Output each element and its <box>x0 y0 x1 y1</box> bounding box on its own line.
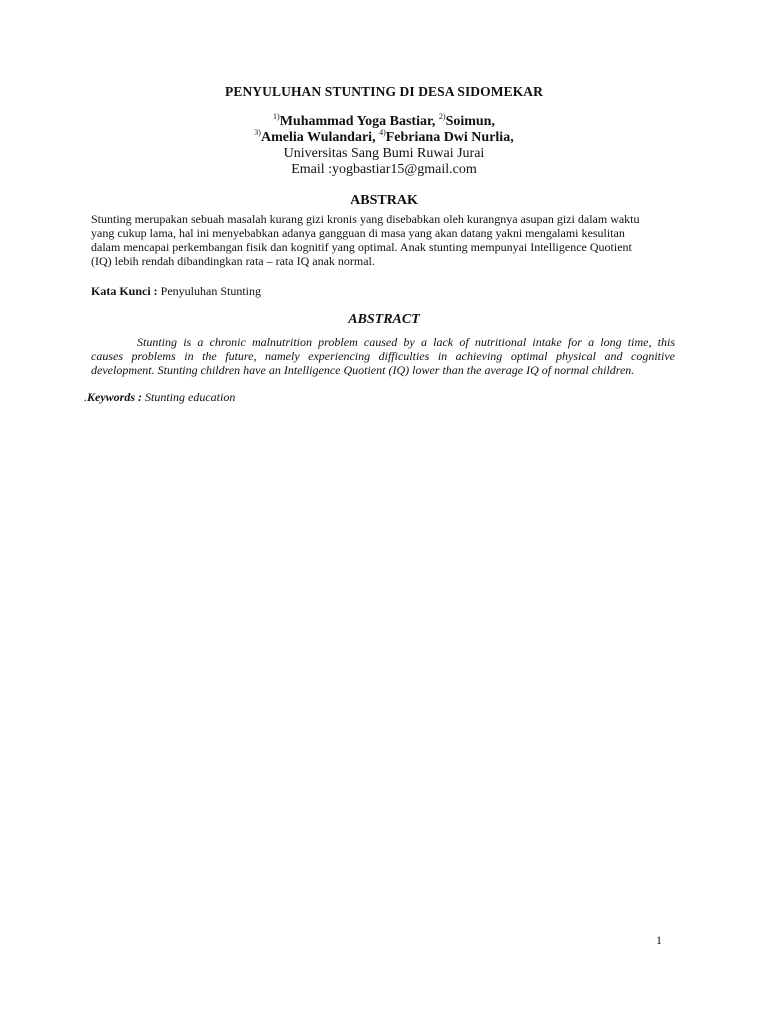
abstract-line: Stunting is a chronic malnutrition problem caused by a lack of nutritional intake for a long time, this <box>137 335 675 349</box>
abstrak-line: Stunting merupakan sebuah masalah kurang gizi kronis yang disebabkan oleh kurangnya asupan gizi dalam waktu <box>91 212 640 226</box>
author-line-2 <box>0 130 768 146</box>
author-name: Muhammad Yoga Bastiar, <box>279 114 436 129</box>
abstrak-line: yang cukup lama, hal ini menyebabkan adanya gangguan di masa yang akan datang yakni mengalami kesulitan <box>91 226 625 240</box>
page-number: 1 <box>656 933 662 947</box>
keywords <box>84 390 235 405</box>
author-name: Soimun, <box>445 114 495 129</box>
abstrak-text <box>91 212 681 268</box>
abstrak-line: dalam mencapai perkembangan fisik dan kognitif yang optimal. Anak stunting mempunyai Intelligence Quotient <box>91 240 632 254</box>
author-name: Amelia Wulandari, <box>260 130 376 145</box>
author-affiliation-mark: 2) <box>438 112 446 121</box>
keywords-prefix: . <box>84 390 87 404</box>
abstract-heading: ABSTRACT <box>348 312 420 327</box>
author-affiliation-mark: 1) <box>273 112 280 121</box>
abstract-line: causes problems in the future, namely experiencing difficulties in achieving optimal physical and cognitive <box>91 349 675 363</box>
affiliation: Universitas Sang Bumi Ruwai Jurai <box>283 146 485 161</box>
keywords-label: Keywords : <box>87 390 142 404</box>
keywords-value: Stunting education <box>142 390 236 404</box>
author-affiliation-mark: 4) <box>379 128 386 137</box>
paper-title: PENYULUHAN STUNTING DI DESA SIDOMEKAR <box>225 84 543 99</box>
kata-kunci-value: Penyuluhan Stunting <box>157 284 262 298</box>
kata-kunci-label: Kata Kunci : <box>91 284 158 298</box>
author-list <box>0 114 768 146</box>
abstrak-line: (IQ) lebih rendah dibandingkan rata – rata IQ anak normal. <box>91 254 375 268</box>
author-affiliation-mark: 3) <box>254 128 261 137</box>
email: Email :yogbastiar15@gmail.com <box>291 162 477 177</box>
abstract-line: development. Stunting children have an Intelligence Quotient (IQ) lower than the average IQ of normal children. <box>91 363 635 377</box>
affiliation-block <box>0 146 768 178</box>
kata-kunci <box>91 284 261 299</box>
author-name: Febriana Dwi Nurlia, <box>385 130 514 145</box>
abstract-text <box>91 335 675 377</box>
abstrak-heading: ABSTRAK <box>350 193 418 208</box>
